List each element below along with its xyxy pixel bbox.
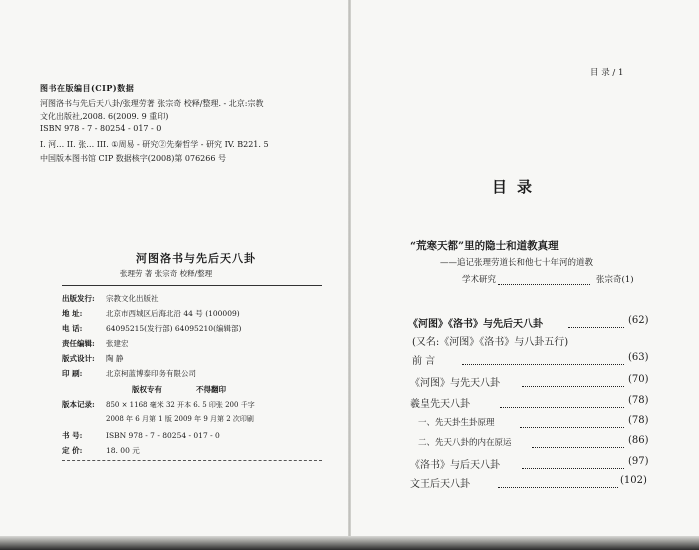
running-header: 目 录 / 1	[590, 68, 624, 78]
leader-dots	[568, 327, 624, 328]
pub-row-price: 定 价: 18. 00 元	[62, 446, 140, 455]
leader-dots	[522, 468, 624, 469]
toc-subentry-title: 二、先天八卦的内在原运	[418, 438, 512, 448]
leader-dots	[520, 427, 624, 428]
pub-row-address: 地 址: 北京市西城区后海北沿 44 号 (100009)	[62, 309, 240, 318]
pub-row-publisher: 出版发行: 宗教文化出版社	[62, 294, 159, 303]
leader-dots	[500, 407, 624, 408]
scan-edge	[0, 536, 699, 550]
toc-intro-subtitle: ——追记张理劳道长和他七十年河的道教	[440, 258, 594, 268]
pub-row-editor: 责任编辑: 张建宏	[62, 339, 129, 348]
leader-dots	[522, 386, 624, 387]
toc-subentry-title: 一、先天卦生卦原理	[418, 418, 495, 428]
cip-heading: 图书在版编目(CIP)数据	[40, 83, 135, 93]
pub-row-printer: 印 刷: 北京柯蓝博泰印务有限公司	[62, 369, 196, 378]
toc-entry-title: 前 言	[412, 356, 436, 367]
no-reprint: 不得翻印	[196, 385, 226, 394]
cip-line: 河图洛书与先后天八卦/张理劳著 张宗奇 校释/整理. - 北京:宗教	[40, 99, 264, 108]
leader-dots	[462, 364, 624, 365]
toc-entry-page: (97)	[628, 456, 649, 467]
pub-row-phone: 电 话: 64095215(发行部) 64095210(编辑部)	[62, 324, 242, 333]
toc-entry-title: 《河图》与先天八卦	[410, 378, 500, 389]
edition-line: 2008 年 6 月第 1 版 2009 年 9 月第 2 次印刷	[106, 415, 254, 423]
dashed-divider	[62, 460, 322, 461]
toc-entry-title: (又名:《河图》《洛书》与八卦五行)	[412, 337, 569, 348]
book-authors: 张理劳 著 张宗奇 校释/整理	[120, 269, 213, 278]
toc-entry-page: (62)	[628, 315, 649, 326]
leader-dots	[498, 487, 618, 488]
cip-line: 文化出版社,2008. 6(2009. 9 重印)	[40, 112, 169, 121]
toc-entry-title: 羲皇先天八卦	[410, 399, 470, 410]
toc-entry-title: 《河图》《洛书》与先后天八卦	[408, 319, 543, 330]
divider	[62, 285, 322, 286]
toc-entry-page: (63)	[628, 352, 649, 363]
toc-title: 目录	[492, 178, 543, 196]
toc-entry-page: (70)	[628, 374, 649, 385]
toc-entry-page: (102)	[620, 475, 647, 486]
rights-reserved: 版权专有	[132, 385, 162, 394]
book-title: 河图洛书与先后天八卦	[136, 252, 256, 265]
toc-entry-title: 文王后天八卦	[410, 479, 470, 490]
pub-row-isbn: 书 号: ISBN 978 - 7 - 80254 - 017 - 0	[62, 431, 220, 440]
leader-dots	[532, 447, 624, 448]
cip-line: ISBN 978 - 7 - 80254 - 017 - 0	[40, 124, 162, 133]
cip-line: 中国版本图书馆 CIP 数据核字(2008)第 076266 号	[40, 154, 226, 163]
toc-intro-author: 张宗奇(1)	[596, 275, 634, 285]
toc-entry-page: (86)	[628, 435, 649, 446]
pub-row-edition: 版本记录: 850 × 1168 毫米 32 开本 6. 5 印张 200 千字	[62, 400, 255, 409]
toc-intro-title: “荒寒天都”里的隐士和道教真理	[410, 240, 559, 252]
toc-intro-subtitle2: 学术研究	[462, 275, 497, 285]
toc-entry-page: (78)	[628, 415, 649, 426]
leader-dots	[498, 284, 590, 285]
pub-row-design: 版式设计: 陶 静	[62, 354, 124, 363]
toc-entry-page: (78)	[628, 395, 649, 406]
cip-line: I. 河… II. 张… III. ①周易 - 研究②先秦哲学 - 研究 IV. B221. 5	[40, 140, 269, 149]
toc-entry-title: 《洛书》与后天八卦	[410, 460, 500, 471]
